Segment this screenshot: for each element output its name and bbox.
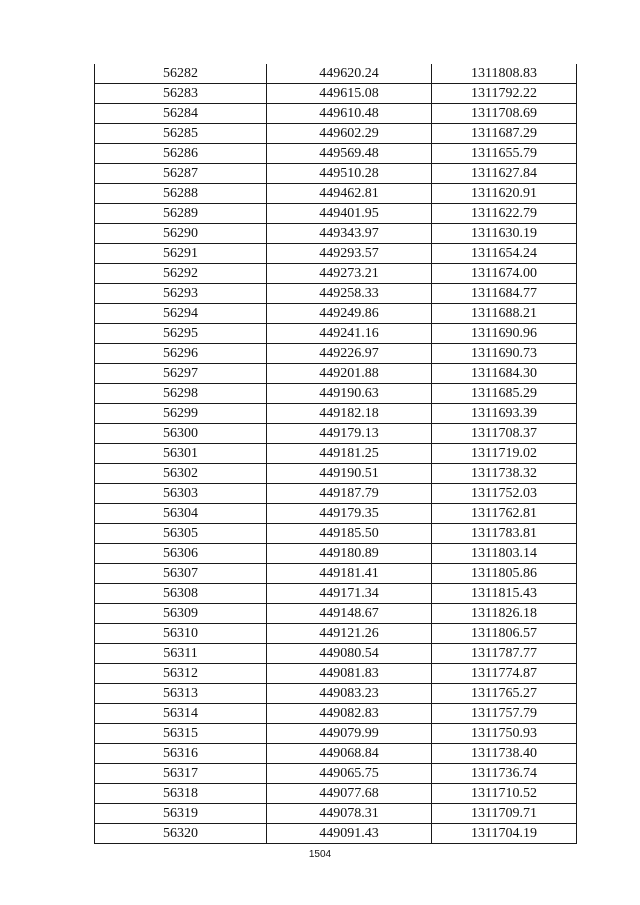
y-coordinate-cell: 1311750.93 [432,724,577,744]
table-row [95,184,577,204]
y-coordinate-cell: 1311774.87 [432,664,577,684]
x-coordinate-cell: 449077.68 [267,784,432,804]
x-coordinate-cell: 449081.83 [267,664,432,684]
point-id-cell: 56294 [95,304,267,324]
y-coordinate-cell: 1311674.00 [432,264,577,284]
point-id-cell: 56301 [95,444,267,464]
y-coordinate-cell: 1311685.29 [432,384,577,404]
point-id-cell: 56290 [95,224,267,244]
y-coordinate-cell: 1311622.79 [432,204,577,224]
y-coordinate-cell: 1311736.74 [432,764,577,784]
table-row [95,404,577,424]
x-coordinate-cell: 449078.31 [267,804,432,824]
x-coordinate-cell: 449091.43 [267,824,432,844]
point-id-cell: 56318 [95,784,267,804]
point-id-cell: 56283 [95,84,267,104]
point-id-cell: 56305 [95,524,267,544]
table-row [95,444,577,464]
table-row [95,244,577,264]
y-coordinate-cell: 1311630.19 [432,224,577,244]
point-id-cell: 56284 [95,104,267,124]
x-coordinate-cell: 449179.35 [267,504,432,524]
table-row [95,664,577,684]
x-coordinate-cell: 449343.97 [267,224,432,244]
table-row [95,344,577,364]
point-id-cell: 56296 [95,344,267,364]
point-id-cell: 56317 [95,764,267,784]
x-coordinate-cell: 449187.79 [267,484,432,504]
table-row [95,724,577,744]
point-id-cell: 56304 [95,504,267,524]
point-id-cell: 56313 [95,684,267,704]
x-coordinate-cell: 449171.34 [267,584,432,604]
point-id-cell: 56308 [95,584,267,604]
x-coordinate-cell: 449226.97 [267,344,432,364]
point-id-cell: 56299 [95,404,267,424]
x-coordinate-cell: 449615.08 [267,84,432,104]
y-coordinate-cell: 1311708.37 [432,424,577,444]
y-coordinate-cell: 1311805.86 [432,564,577,584]
x-coordinate-cell: 449185.50 [267,524,432,544]
y-coordinate-cell: 1311719.02 [432,444,577,464]
x-coordinate-cell: 449401.95 [267,204,432,224]
table-row [95,264,577,284]
table-row [95,644,577,664]
y-coordinate-cell: 1311710.52 [432,784,577,804]
point-id-cell: 56282 [95,64,267,84]
table-row [95,464,577,484]
x-coordinate-cell: 449258.33 [267,284,432,304]
x-coordinate-cell: 449082.83 [267,704,432,724]
y-coordinate-cell: 1311687.29 [432,124,577,144]
x-coordinate-cell: 449182.18 [267,404,432,424]
x-coordinate-cell: 449121.26 [267,624,432,644]
x-coordinate-cell: 449602.29 [267,124,432,144]
table-row [95,424,577,444]
y-coordinate-cell: 1311693.39 [432,404,577,424]
y-coordinate-cell: 1311627.84 [432,164,577,184]
point-id-cell: 56293 [95,284,267,304]
point-id-cell: 56295 [95,324,267,344]
point-id-cell: 56291 [95,244,267,264]
x-coordinate-cell: 449179.13 [267,424,432,444]
table-row [95,744,577,764]
table-row [95,504,577,524]
page-number: 1504 [308,849,332,860]
y-coordinate-cell: 1311684.30 [432,364,577,384]
x-coordinate-cell: 449241.16 [267,324,432,344]
table-row [95,164,577,184]
point-id-cell: 56302 [95,464,267,484]
table-row [95,224,577,244]
point-id-cell: 56315 [95,724,267,744]
point-id-cell: 56285 [95,124,267,144]
table-row [95,484,577,504]
x-coordinate-cell: 449620.24 [267,64,432,84]
point-id-cell: 56288 [95,184,267,204]
y-coordinate-cell: 1311620.91 [432,184,577,204]
point-id-cell: 56300 [95,424,267,444]
table-row [95,624,577,644]
y-coordinate-cell: 1311655.79 [432,144,577,164]
x-coordinate-cell: 449148.67 [267,604,432,624]
table-row [95,304,577,324]
table-row [95,104,577,124]
point-id-cell: 56303 [95,484,267,504]
y-coordinate-cell: 1311762.81 [432,504,577,524]
point-id-cell: 56307 [95,564,267,584]
point-id-cell: 56287 [95,164,267,184]
x-coordinate-cell: 449462.81 [267,184,432,204]
coordinate-table-body [95,64,577,844]
point-id-cell: 56311 [95,644,267,664]
y-coordinate-cell: 1311815.43 [432,584,577,604]
table-row [95,784,577,804]
y-coordinate-cell: 1311690.96 [432,324,577,344]
table-row [95,764,577,784]
x-coordinate-cell: 449068.84 [267,744,432,764]
table-row [95,584,577,604]
y-coordinate-cell: 1311690.73 [432,344,577,364]
y-coordinate-cell: 1311826.18 [432,604,577,624]
y-coordinate-cell: 1311808.83 [432,64,577,84]
x-coordinate-cell: 449190.51 [267,464,432,484]
table-row [95,124,577,144]
y-coordinate-cell: 1311783.81 [432,524,577,544]
y-coordinate-cell: 1311757.79 [432,704,577,724]
y-coordinate-cell: 1311709.71 [432,804,577,824]
table-row [95,544,577,564]
point-id-cell: 56319 [95,804,267,824]
point-id-cell: 56289 [95,204,267,224]
x-coordinate-cell: 449249.86 [267,304,432,324]
point-id-cell: 56312 [95,664,267,684]
table-row [95,524,577,544]
x-coordinate-cell: 449079.99 [267,724,432,744]
y-coordinate-cell: 1311803.14 [432,544,577,564]
y-coordinate-cell: 1311704.19 [432,824,577,844]
x-coordinate-cell: 449569.48 [267,144,432,164]
table-row [95,284,577,304]
point-id-cell: 56309 [95,604,267,624]
table-row [95,64,577,84]
point-id-cell: 56310 [95,624,267,644]
x-coordinate-cell: 449083.23 [267,684,432,704]
x-coordinate-cell: 449293.57 [267,244,432,264]
y-coordinate-cell: 1311792.22 [432,84,577,104]
x-coordinate-cell: 449080.54 [267,644,432,664]
point-id-cell: 56320 [95,824,267,844]
y-coordinate-cell: 1311708.69 [432,104,577,124]
table-row [95,144,577,164]
table-row [95,364,577,384]
y-coordinate-cell: 1311752.03 [432,484,577,504]
point-id-cell: 56314 [95,704,267,724]
y-coordinate-cell: 1311738.40 [432,744,577,764]
point-id-cell: 56306 [95,544,267,564]
table-row [95,824,577,844]
y-coordinate-cell: 1311738.32 [432,464,577,484]
point-id-cell: 56298 [95,384,267,404]
y-coordinate-cell: 1311806.57 [432,624,577,644]
x-coordinate-cell: 449510.28 [267,164,432,184]
x-coordinate-cell: 449273.21 [267,264,432,284]
x-coordinate-cell: 449180.89 [267,544,432,564]
table-row [95,684,577,704]
x-coordinate-cell: 449065.75 [267,764,432,784]
y-coordinate-cell: 1311684.77 [432,284,577,304]
table-row [95,704,577,724]
table-row [95,384,577,404]
point-id-cell: 56316 [95,744,267,764]
table-row [95,564,577,584]
x-coordinate-cell: 449181.41 [267,564,432,584]
table-row [95,84,577,104]
y-coordinate-cell: 1311765.27 [432,684,577,704]
table-row [95,204,577,224]
x-coordinate-cell: 449610.48 [267,104,432,124]
table-row [95,804,577,824]
coordinate-table [94,64,577,844]
x-coordinate-cell: 449190.63 [267,384,432,404]
table-row [95,604,577,624]
y-coordinate-cell: 1311654.24 [432,244,577,264]
y-coordinate-cell: 1311688.21 [432,304,577,324]
x-coordinate-cell: 449181.25 [267,444,432,464]
point-id-cell: 56297 [95,364,267,384]
y-coordinate-cell: 1311787.77 [432,644,577,664]
x-coordinate-cell: 449201.88 [267,364,432,384]
table-row [95,324,577,344]
point-id-cell: 56286 [95,144,267,164]
point-id-cell: 56292 [95,264,267,284]
